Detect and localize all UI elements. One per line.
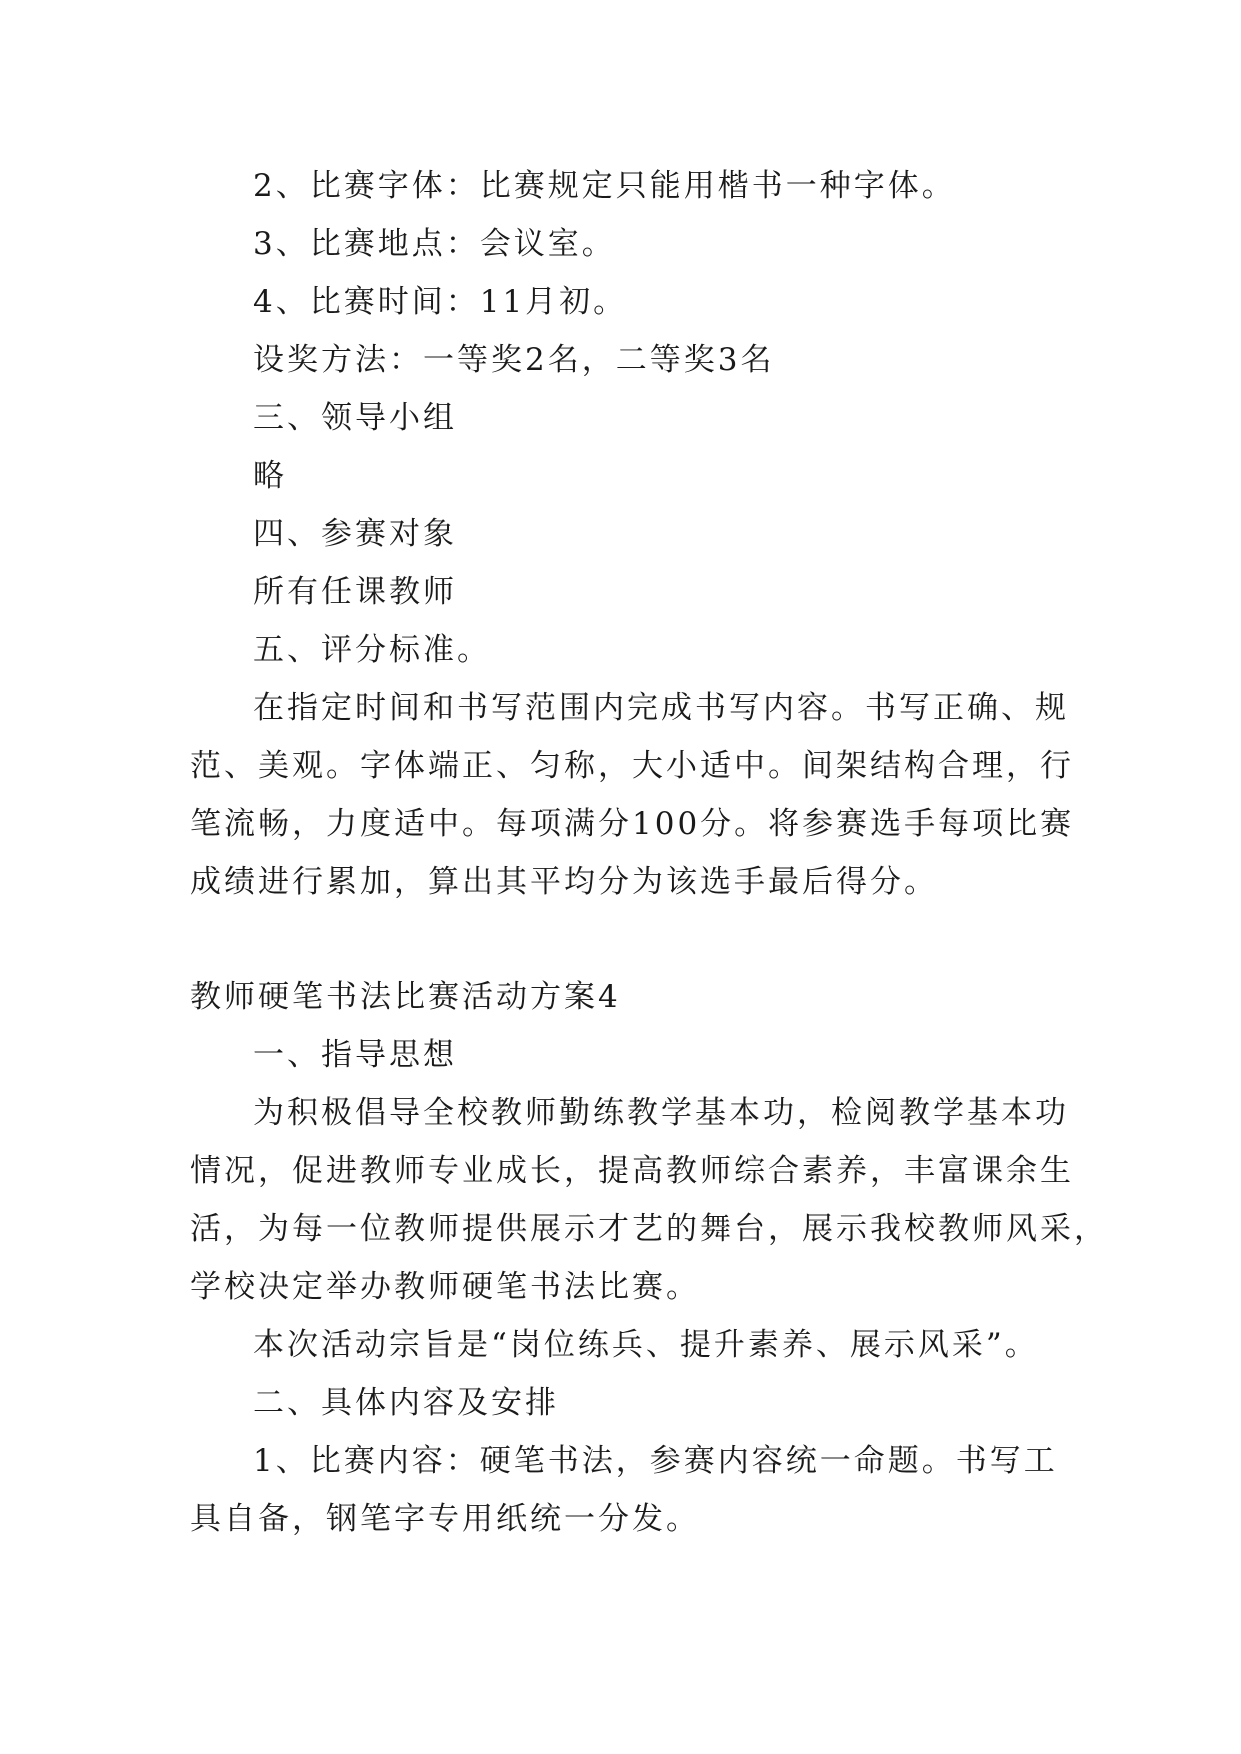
paragraph-line: 设奖方法：一等奖2名，二等奖3名: [253, 342, 775, 378]
paragraph-line: 4、比赛时间：11月初。: [253, 284, 628, 320]
paragraph-line: 为积极倡导全校教师勤练教学基本功，检阅教学基本功: [253, 1095, 1069, 1131]
section-heading: 四、参赛对象: [253, 516, 457, 552]
paragraph-line: 情况，促进教师专业成长，提高教师综合素养，丰富课余生: [190, 1153, 1074, 1189]
paragraph-line: 学校决定举办教师硬笔书法比赛。: [190, 1269, 700, 1305]
paragraph-line: 略: [253, 458, 287, 494]
paragraph-line: 2、比赛字体：比赛规定只能用楷书一种字体。: [253, 168, 956, 204]
section-heading: 二、具体内容及安排: [253, 1385, 559, 1421]
paragraph-line: 本次活动宗旨是“岗位练兵、提升素养、展示风采”。: [253, 1327, 1039, 1363]
paragraph-line: 在指定时间和书写范围内完成书写内容。书写正确、规: [253, 690, 1069, 726]
paragraph-line: 所有任课教师: [253, 574, 457, 610]
paragraph-line: 成绩进行累加，算出其平均分为该选手最后得分。: [190, 864, 938, 900]
section-heading: 五、评分标准。: [253, 632, 491, 668]
paragraph-line: 1、比赛内容：硬笔书法，参赛内容统一命题。书写工: [253, 1443, 1058, 1479]
section-heading: 一、指导思想: [253, 1037, 457, 1073]
paragraph-line: 活，为每一位教师提供展示才艺的舞台，展示我校教师风采，: [190, 1211, 1108, 1247]
paragraph-line: 3、比赛地点：会议室。: [253, 226, 616, 262]
document-title: 教师硬笔书法比赛活动方案4: [190, 979, 621, 1015]
paragraph-line: 笔流畅，力度适中。每项满分100分。将参赛选手每项比赛: [190, 806, 1075, 842]
paragraph-line: 范、美观。字体端正、匀称，大小适中。间架结构合理，行: [190, 748, 1074, 784]
paragraph-line: 具自备，钢笔字专用纸统一分发。: [190, 1501, 700, 1537]
section-heading: 三、领导小组: [253, 400, 457, 436]
